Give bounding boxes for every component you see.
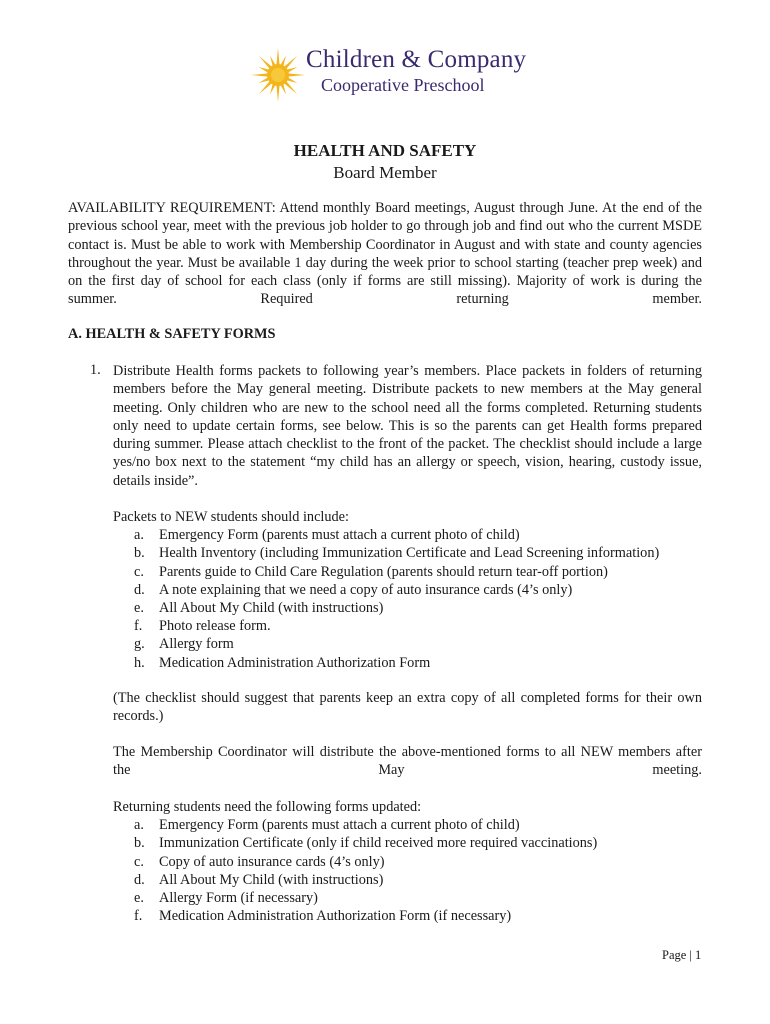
logo-subtitle: Cooperative Preschool bbox=[321, 75, 485, 95]
list-marker: a. bbox=[134, 527, 144, 544]
list-marker: e. bbox=[134, 600, 144, 617]
list-marker: d. bbox=[134, 581, 145, 598]
list-item-text: Medication Administration Authorization Form (if necessary) bbox=[159, 908, 512, 925]
returning-intro: Returning students need the following forms updated: bbox=[113, 799, 422, 815]
list-marker: h. bbox=[134, 654, 145, 671]
list-item bbox=[113, 816, 702, 834]
list-marker: c. bbox=[134, 853, 144, 870]
new-packets-list bbox=[113, 526, 702, 672]
list-marker: d. bbox=[134, 871, 145, 888]
membership-note: The Membership Coordinator will distribute the above-mentioned forms to all NEW members after the May meeting. bbox=[113, 744, 702, 779]
list-marker: b. bbox=[134, 835, 145, 852]
new-packets-section bbox=[113, 508, 702, 672]
list-item-text: Copy of auto insurance cards (4’s only) bbox=[159, 853, 385, 870]
page-title: HEALTH AND SAFETY bbox=[293, 141, 477, 160]
list-item bbox=[113, 889, 702, 907]
list-item bbox=[113, 581, 702, 599]
list-marker: e. bbox=[134, 890, 144, 907]
list-item bbox=[113, 853, 702, 871]
list-marker: c. bbox=[134, 563, 144, 580]
page-number: Page | 1 bbox=[662, 948, 702, 962]
list-item bbox=[113, 617, 702, 635]
sun-icon bbox=[250, 44, 306, 106]
logo bbox=[250, 44, 530, 106]
new-packets-intro: Packets to NEW students should include: bbox=[113, 509, 350, 525]
list-item-text: Parents guide to Child Care Regulation (parents should return tear-off portion) bbox=[159, 563, 608, 580]
returning-section bbox=[113, 798, 702, 925]
list-item bbox=[113, 544, 702, 562]
list-item bbox=[113, 871, 702, 889]
list-marker: a. bbox=[134, 817, 144, 834]
availability-paragraph: AVAILABILITY REQUIREMENT: Attend monthly Board meetings, August through June. At the end of the previous school year, meet with the previous job holder to go through job and find out who the current MSDE contact is. Must be able to work with Membership Coordinator in August and with state and county agencies throughout the year. Must be available 1 day during the week prior to school starting (teacher prep week) and on the first day of school for each class (only if forms are still missing). Majority of work is during the summer. Required returning member. bbox=[68, 200, 702, 308]
list-item-text: Emergency Form (parents must attach a current photo of child) bbox=[159, 527, 520, 544]
logo-title: Children & Company bbox=[306, 46, 527, 73]
list-item bbox=[113, 907, 702, 925]
list-marker: b. bbox=[134, 545, 145, 562]
list-item-text: Photo release form. bbox=[159, 618, 271, 635]
list-item bbox=[113, 563, 702, 581]
page-subtitle: Board Member bbox=[333, 163, 437, 182]
list-item-text: Allergy Form (if necessary) bbox=[159, 890, 318, 907]
list-item bbox=[113, 526, 702, 544]
item-number: 1. bbox=[90, 362, 101, 378]
list-marker: f. bbox=[134, 618, 143, 635]
list-item bbox=[113, 599, 702, 617]
list-marker: g. bbox=[134, 636, 145, 653]
list-item-text: Emergency Form (parents must attach a current photo of child) bbox=[159, 817, 520, 834]
list-item bbox=[113, 654, 702, 672]
list-item-text: Immunization Certificate (only if child received more required vaccinations) bbox=[159, 835, 598, 852]
list-item-text: All About My Child (with instructions) bbox=[159, 871, 384, 888]
list-item-text: Health Inventory (including Immunization Certificate and Lead Screening information) bbox=[159, 545, 660, 562]
section-heading-a: A. HEALTH & SAFETY FORMS bbox=[68, 326, 276, 342]
list-item-text: A note explaining that we need a copy of auto insurance cards (4’s only) bbox=[159, 581, 573, 598]
list-marker: f. bbox=[134, 908, 143, 925]
checklist-note: (The checklist should suggest that parents keep an extra copy of all completed forms for their own records.) bbox=[113, 690, 702, 725]
list-item bbox=[113, 635, 702, 653]
list-item-text: Allergy form bbox=[159, 636, 234, 653]
list-item-text: Medication Administration Authorization Form bbox=[159, 654, 431, 671]
list-item bbox=[113, 834, 702, 852]
list-item-text: All About My Child (with instructions) bbox=[159, 600, 384, 617]
item1-paragraph: Distribute Health forms packets to following year’s members. Place packets in folders of returning members before the May general meeting. Distribute packets to new members at the May general meeting. Only children who are new to the school need all the forms completed. Returning students only need to update certain forms, see below. This is so the parents can get Health forms prepared during summer. Please attach checklist to the front of the packet. The checklist should include a large yes/no box next to the statement “my child has an allergy or speech, vision, hearing, custody issue, details inside”. bbox=[113, 363, 702, 489]
returning-list bbox=[113, 816, 702, 925]
